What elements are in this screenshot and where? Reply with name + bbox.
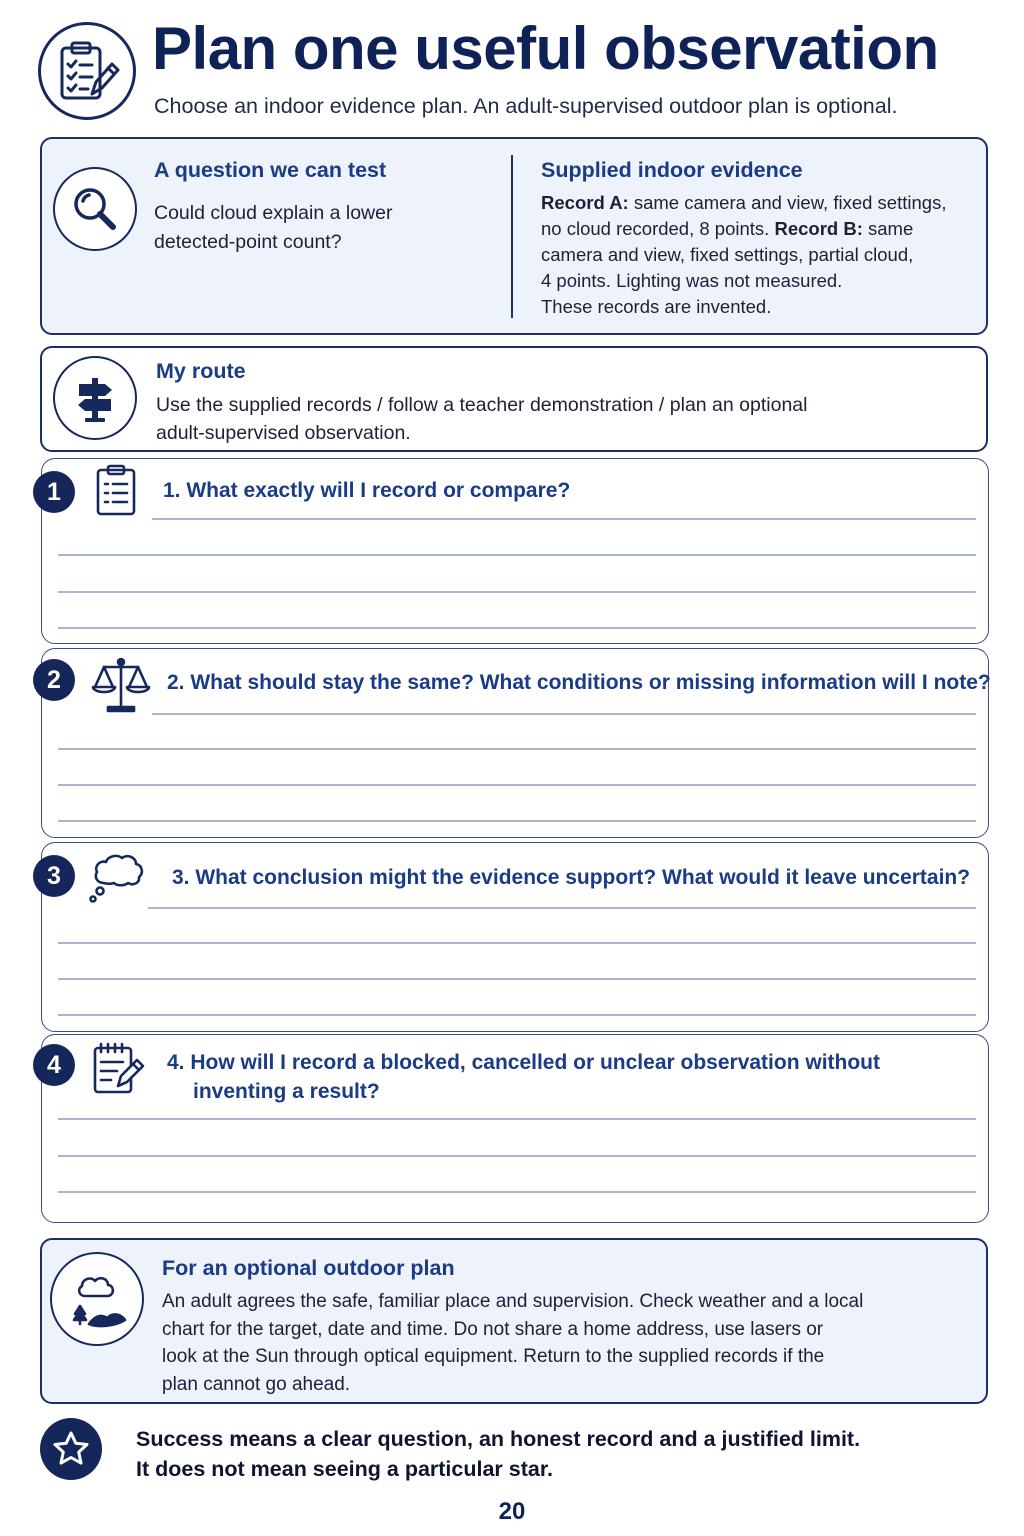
answer-line[interactable]	[58, 627, 976, 629]
answer-line[interactable]	[58, 1014, 976, 1016]
route-text-line2: adult-supervised observation.	[156, 422, 411, 444]
question-text-4: 4. How will I record a blocked, cancelled or unclear observation without inventing a result?	[167, 1051, 881, 1103]
question-heading: A question we can test	[154, 158, 387, 182]
answer-line	[152, 518, 976, 520]
answer-line[interactable]	[58, 748, 976, 750]
notepad-pencil-icon	[90, 1040, 146, 1101]
thought-bubble-icon	[88, 847, 148, 910]
route-heading: My route	[156, 359, 246, 383]
outdoor-heading: For an optional outdoor plan	[162, 1256, 455, 1280]
clipboard-list-icon	[94, 463, 140, 522]
evidence-heading: Supplied indoor evidence	[541, 158, 803, 182]
answer-line[interactable]	[58, 978, 976, 980]
clipboard-checklist-pencil-icon	[38, 22, 136, 120]
route-text-line1: Use the supplied records / follow a teacher demonstration / plan an optional	[156, 394, 808, 416]
balance-scale-icon	[90, 655, 152, 718]
answer-line[interactable]	[58, 554, 976, 556]
question-number-1: 1	[33, 471, 75, 513]
answer-line[interactable]	[58, 591, 976, 593]
panel-divider	[511, 155, 513, 318]
answer-line[interactable]	[58, 784, 976, 786]
answer-line[interactable]	[58, 1118, 976, 1120]
star-icon	[40, 1418, 102, 1480]
page-title: Plan one useful observation	[152, 15, 939, 82]
answer-line[interactable]	[58, 942, 976, 944]
answer-line[interactable]	[58, 1191, 976, 1193]
question-text-line1: Could cloud explain a lower	[154, 202, 393, 224]
answer-line[interactable]	[58, 1155, 976, 1157]
page-subtitle: Choose an indoor evidence plan. An adult-supervised outdoor plan is optional.	[154, 94, 898, 118]
signpost-icon	[53, 356, 137, 440]
question-text-line2: detected-point count?	[154, 231, 342, 253]
outdoor-text: An adult agrees the safe, familiar place and supervision. Check weather and a local chart for the target, date and time. Do not share a home address, use lasers or look at the Sun through optical equipment. Return to the supplied records if the plan cannot go ahead.	[162, 1291, 864, 1395]
page-number: 20	[498, 1498, 526, 1525]
question-number-2: 2	[33, 659, 75, 701]
question-text-1: 1. What exactly will I record or compare?	[163, 479, 571, 502]
answer-line	[148, 907, 976, 909]
question-number-4: 4	[33, 1044, 75, 1086]
magnifier-icon	[53, 167, 137, 251]
answer-line	[152, 713, 976, 715]
cloud-landscape-icon	[50, 1252, 144, 1346]
evidence-text: Record A: same camera and view, fixed settings, no cloud recorded, 8 points. Record B: same camera and view, fixed settings, partial cloud, 4 points. Lighting was not measured. These records are invented.	[541, 192, 947, 317]
question-text-3: 3. What conclusion might the evidence support? What would it leave uncertain?	[172, 866, 971, 889]
question-text-2: 2. What should stay the same? What conditions or missing information will I note?	[167, 671, 991, 694]
success-statement: Success means a clear question, an honest record and a justified limit. It does not mean seeing a particular star.	[136, 1427, 861, 1481]
question-number-3: 3	[33, 855, 75, 897]
answer-line[interactable]	[58, 820, 976, 822]
